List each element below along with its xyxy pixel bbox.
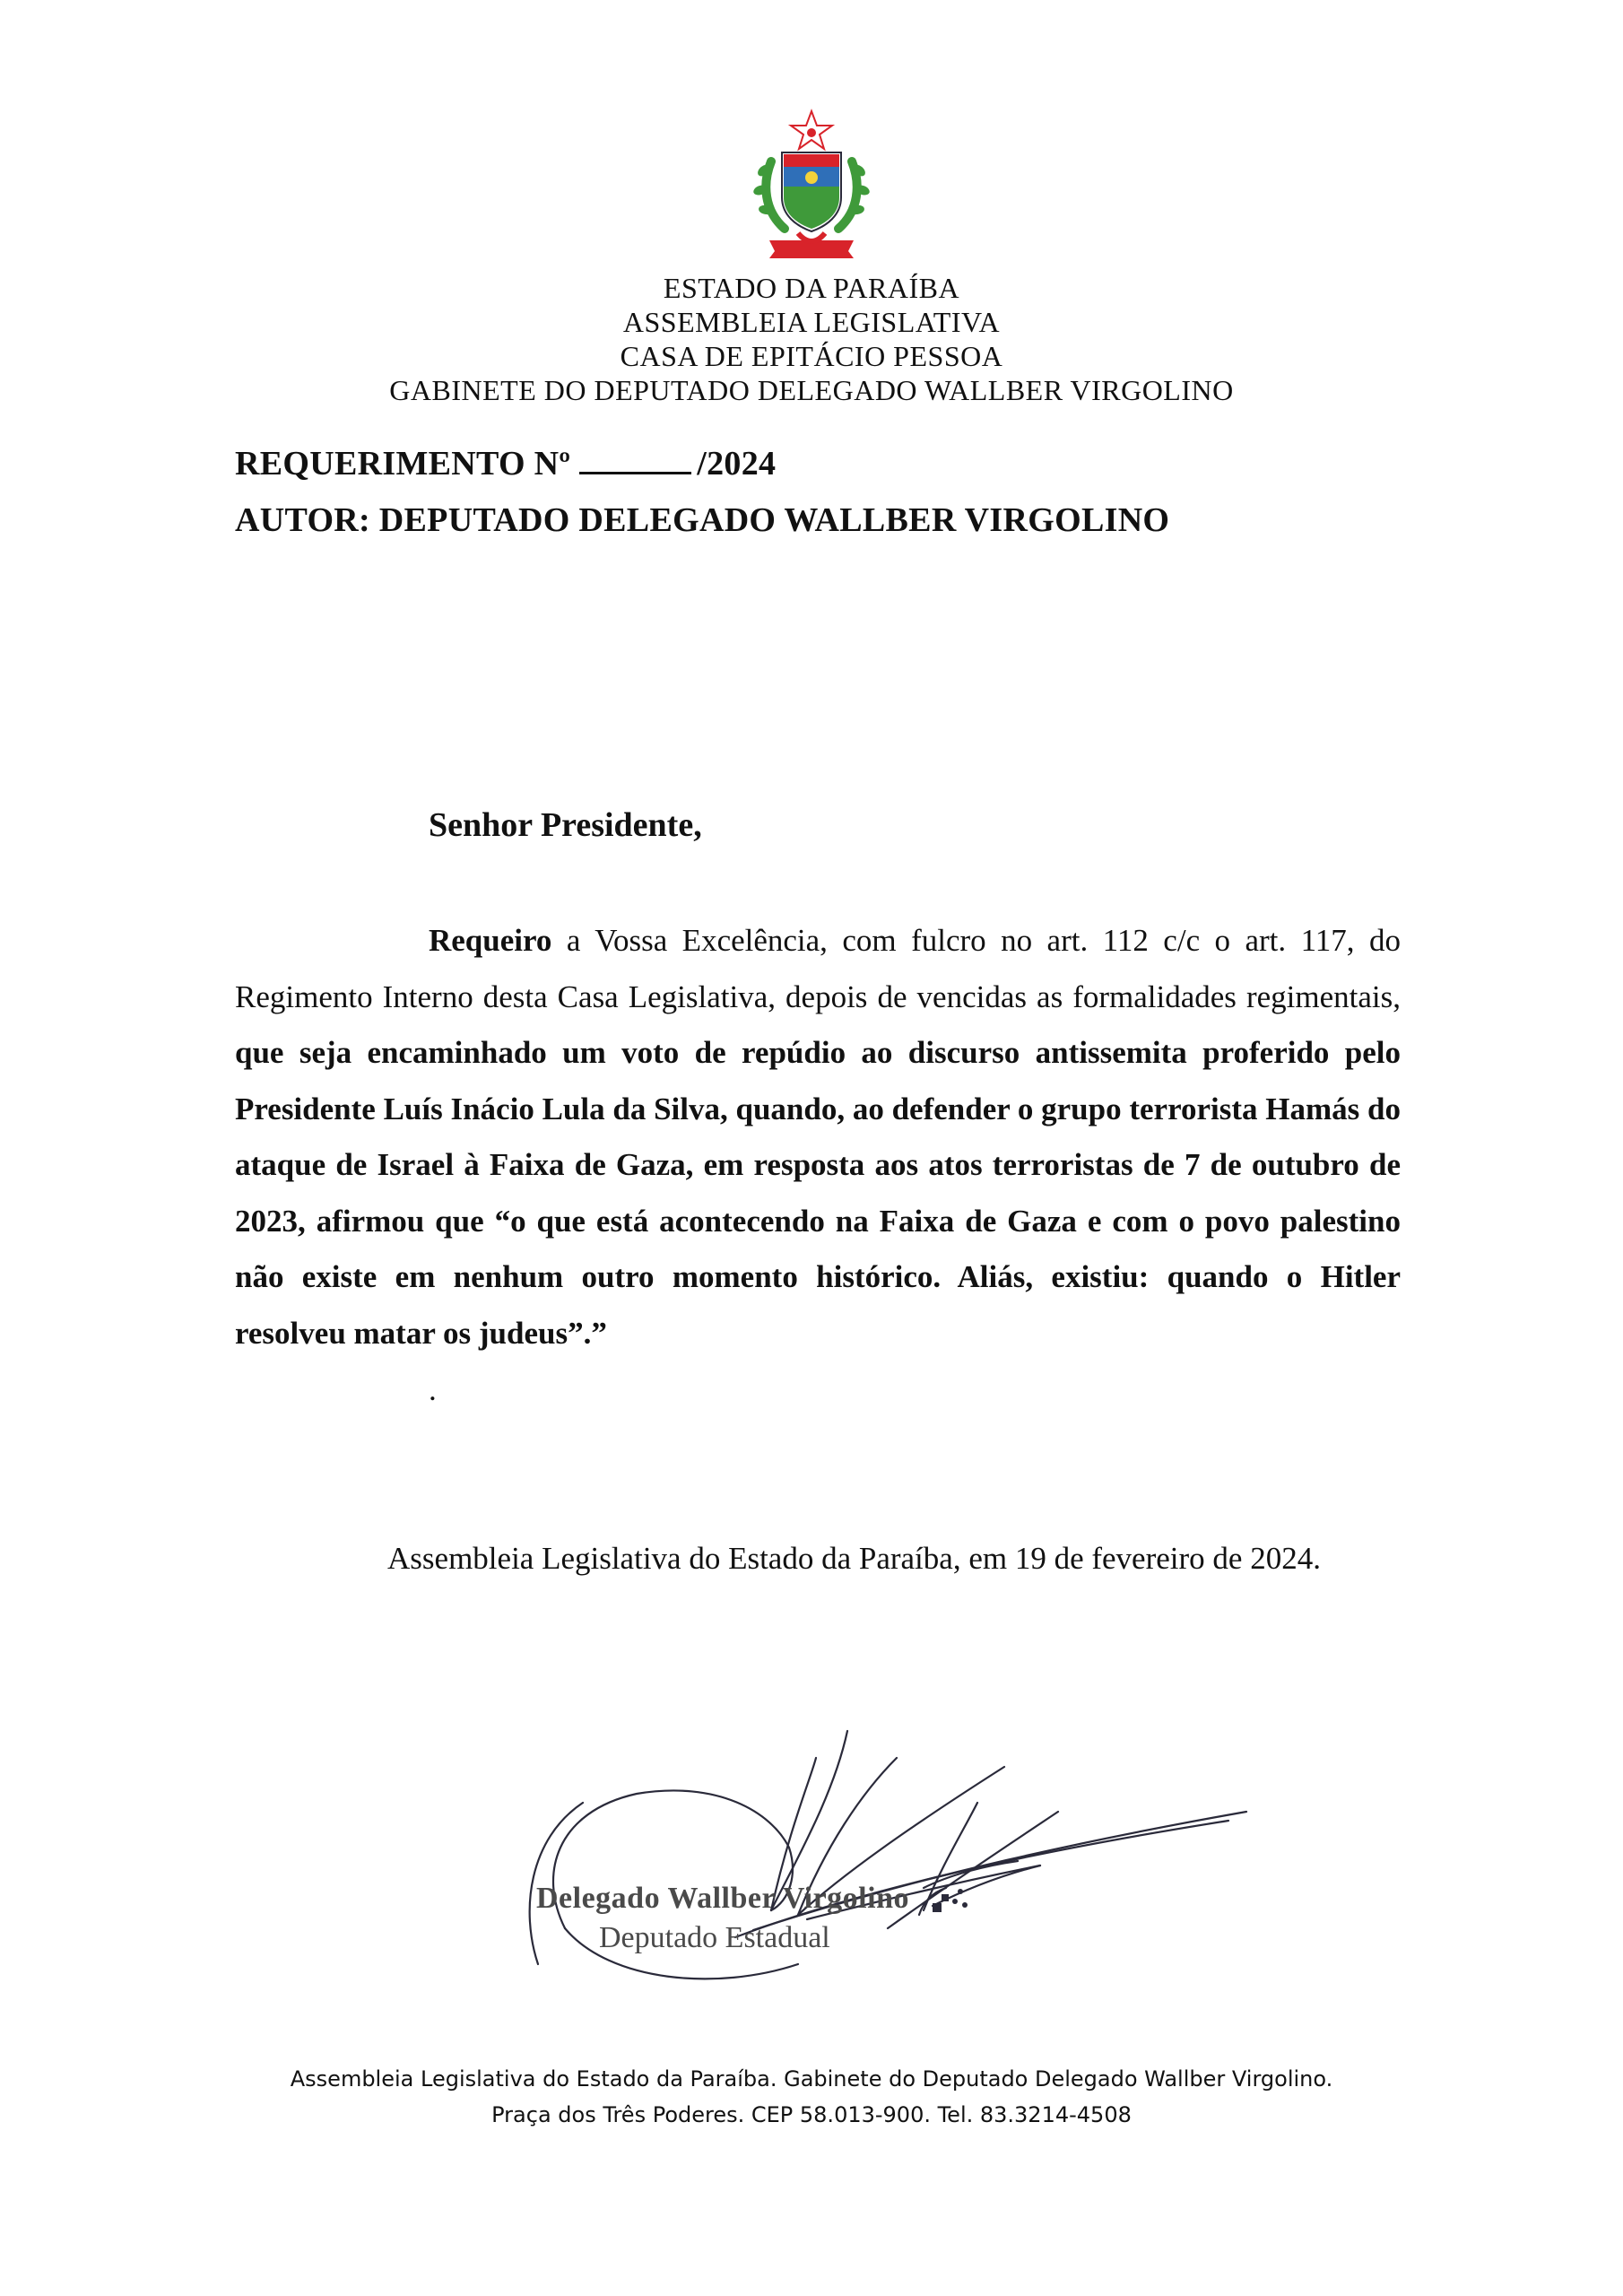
stray-mark: . [429, 1372, 437, 1407]
footer-line-1: Assembleia Legislativa do Estado da Paraíba. Gabinete do Deputado Delegado Wallber Virgolino. [290, 2066, 1333, 2092]
requerimento-year: /2024 [697, 445, 777, 483]
requerimento-number-line [235, 444, 776, 483]
coat-of-arms-icon [744, 108, 879, 260]
date-line: Assembleia Legislativa do Estado da Paraíba, em 19 de fevereiro de 2024. [387, 1541, 1321, 1576]
request-main-text: que seja encaminhado um voto de repúdio ao discurso antissemita proferido pelo Presidente Luís Inácio Lula da Silva, quando, ao defender o grupo terrorista Hamás do ataque de Israel à Faixa de Gaza, em resposta aos atos terroristas de 7 de outubro de 2023, afirmou que “o que está acontecendo na Faixa de Gaza e com o povo palestino não existe em nenhum outro momento histórico. Aliás, existiu: quando o Hitler resolveu matar os judeus”.” [235, 1035, 1401, 1351]
letterhead-house: CASA DE EPITÁCIO PESSOA [620, 340, 1003, 372]
author-line: AUTOR: DEPUTADO DELEGADO WALLBER VIRGOLINO [235, 501, 1170, 539]
footer [0, 2061, 1623, 2133]
requerimento-label: REQUERIMENTO Nº [235, 445, 571, 483]
signatory-title: Deputado Estadual [599, 1921, 830, 1954]
request-lead-word: Requeiro [429, 923, 552, 958]
letterhead-cabinet: GABINETE DO DEPUTADO DELEGADO WALLBER VIRGOLINO [389, 374, 1234, 406]
salutation: Senhor Presidente, [429, 806, 702, 844]
footer-line-2: Praça dos Três Poderes. CEP 58.013-900. Tel. 83.3214-4508 [491, 2102, 1132, 2127]
letterhead-assembly: ASSEMBLEIA LEGISLATIVA [622, 306, 1001, 338]
request-body-paragraph [235, 913, 1401, 1361]
letterhead [0, 271, 1623, 407]
requerimento-number-blank [579, 445, 691, 474]
request-intro-text: a Vossa Excelência, com fulcro no art. 112 c/c o art. 117, do Regimento Interno desta Casa Legislativa, depois de vencidas as formalidades regimentais, [235, 923, 1401, 1014]
letterhead-state: ESTADO DA PARAÍBA [663, 272, 960, 304]
signatory-name: Delegado Wallber Virgolino [536, 1882, 909, 1915]
